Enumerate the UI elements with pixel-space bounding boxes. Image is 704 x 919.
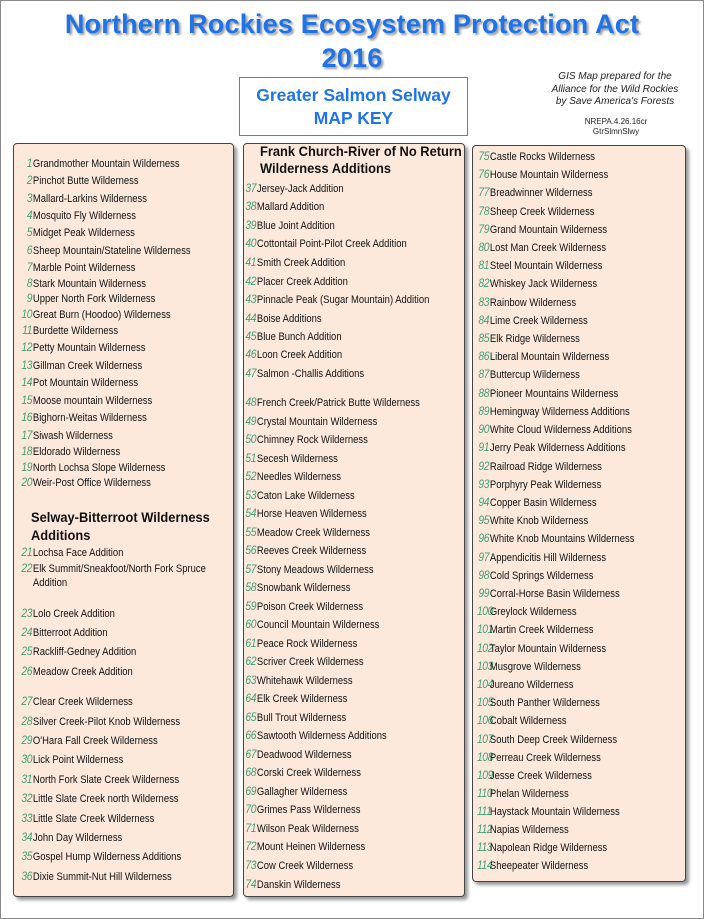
file-code: [566, 117, 666, 137]
legend-item-continued: Addition: [32, 577, 68, 589]
legend-item: 83Rainbow Wilderness: [478, 295, 577, 309]
legend-item: 108Perreau Creek Wilderness: [477, 750, 601, 764]
legend-item: 87Buttercup Wilderness: [478, 367, 580, 381]
legend-item: 46Loon Creek Addition: [245, 347, 343, 361]
legend-item: 102Taylor Mountain Wilderness: [477, 641, 607, 655]
legend-item: 111Haystack Mountain Wilderness: [477, 804, 620, 818]
page-title-year: 2016: [321, 43, 383, 73]
map-key-box: [239, 77, 468, 136]
legend-item: 113Napolean Ridge Wilderness: [477, 840, 608, 854]
legend-item: 47Salmon -Challis Additions: [245, 366, 365, 380]
legend-item: 107South Deep Creek Wilderness: [477, 732, 618, 746]
legend-item: 77Breadwinner Wilderness: [478, 185, 593, 199]
legend-item: 12Petty Mountain Wilderness: [21, 340, 146, 354]
legend-item: 114Sheepeater Wilderness: [477, 858, 589, 872]
legend-item: 13Gillman Creek Wilderness: [21, 358, 143, 372]
legend-item: 81Steel Mountain Wilderness: [478, 258, 603, 272]
legend-item: 5Midget Peak Wilderness: [26, 225, 135, 239]
map-key-label: MAP KEY: [313, 108, 394, 128]
legend-item: 34John Day Wilderness: [21, 830, 123, 844]
legend-item: 9Upper North Fork Wilderness: [26, 291, 156, 305]
legend-item: 64Elk Creek Wilderness: [245, 691, 348, 705]
legend-item: 72Mount Heinen Wilderness: [245, 839, 366, 853]
legend-item: 2Pinchot Butte Wilderness: [26, 173, 139, 187]
legend-item: 52Needles Wilderness: [245, 469, 342, 483]
section-heading: Wilderness Additions: [260, 160, 392, 176]
legend-item: 14Pot Mountain Wilderness: [21, 375, 139, 389]
legend-item: 98Cold Springs Wilderness: [478, 568, 594, 582]
legend-item: 41Smith Creek Addition: [245, 255, 346, 269]
legend-item: 112Napias Wilderness: [477, 822, 569, 836]
legend-item: 42Placer Creek Addition: [245, 274, 348, 288]
legend-item: 91Jerry Peak Wilderness Additions: [478, 440, 626, 454]
legend-item: 39Blue Joint Addition: [245, 218, 335, 232]
file-code-line: GtrSlmnSlwy: [592, 127, 640, 136]
legend-item: 31North Fork Slate Creek Wilderness: [21, 772, 180, 786]
gis-credit-line: Alliance for the Wild Rockies: [551, 83, 679, 95]
legend-item: 17Siwash Wilderness: [21, 428, 113, 442]
legend-item: 95White Knob Wilderness: [478, 513, 589, 527]
legend-item: 60Council Mountain Wilderness: [245, 617, 380, 631]
legend-item: 84Lime Creek Wilderness: [478, 313, 588, 327]
legend-item: 93Porphyry Peak Wilderness: [478, 477, 602, 491]
legend-item: 53Caton Lake Wilderness: [245, 488, 355, 502]
legend-item: 71Wilson Peak Wilderness: [245, 821, 359, 835]
legend-item: 4Mosquito Fly Wilderness: [26, 208, 136, 222]
legend-item: 80Lost Man Creek Wilderness: [478, 240, 607, 254]
legend-column-1: [13, 143, 234, 897]
legend-item: 33Little Slate Creek Wilderness: [21, 811, 155, 825]
legend-item: 8Stark Mountain Wilderness: [26, 276, 146, 290]
legend-item: 73Cow Creek Wilderness: [245, 858, 354, 872]
legend-item: 56Reeves Creek Wilderness: [245, 543, 367, 557]
legend-item: 25Rackliff-Gedney Addition: [21, 644, 137, 658]
legend-item: 40Cottontail Point-Pilot Creek Addition: [245, 236, 407, 250]
legend-item: 11Burdette Wilderness: [22, 323, 119, 337]
legend-item: 100Greylock Wilderness: [477, 604, 577, 618]
legend-item: 106Cobalt Wilderness: [477, 713, 567, 727]
legend-item: 36Dixie Summit-Nut Hill Wilderness: [21, 869, 172, 883]
legend-item: 75Castle Rocks Wilderness: [478, 149, 596, 163]
gis-credit-line: by Save America's Forests: [555, 96, 675, 107]
legend-item: 65Bull Trout Wilderness: [245, 710, 347, 724]
section-heading: Frank Church-River of No Return: [260, 143, 462, 159]
legend-item: 88Pioneer Mountains Wilderness: [478, 386, 619, 400]
legend-item: 70Grimes Pass Wilderness: [245, 802, 361, 816]
legend-item: 97Appendicitis Hill Wilderness: [478, 550, 607, 564]
legend-item: 10Great Burn (Hoodoo) Wilderness: [21, 307, 171, 321]
legend-item: 48French Creek/Patrick Butte Wilderness: [245, 395, 420, 409]
legend-item: 89Hemingway Wilderness Additions: [478, 404, 630, 418]
legend-item: 58Snowbank Wilderness: [245, 580, 351, 594]
legend-item: 109Jesse Creek Wilderness: [477, 768, 592, 782]
legend-item: 67Deadwood Wilderness: [245, 747, 352, 761]
legend-item: 16Bighorn-Weitas Wilderness: [21, 410, 147, 424]
legend-item: 99Corral-Horse Basin Wilderness: [478, 586, 620, 600]
section-heading: Additions: [31, 527, 91, 543]
legend-item: 18Eldorado Wilderness: [21, 444, 121, 458]
legend-item: 28Silver Creek-Pilot Knob Wilderness: [21, 714, 181, 728]
legend-item: 20Weir-Post Office Wilderness: [21, 475, 151, 489]
legend-item: 27Clear Creek Wilderness: [21, 694, 133, 708]
legend-item: 79Grand Mountain Wilderness: [478, 222, 608, 236]
legend-item: 103Musgrove Wilderness: [477, 659, 581, 673]
legend-item: 62Scriver Creek Wilderness: [245, 654, 364, 668]
legend-item: 3Mallard-Larkins Wilderness: [26, 191, 147, 205]
legend-item: 6Sheep Mountain/Stateline Wilderness: [26, 243, 191, 257]
legend-item: 38Mallard Addition: [245, 199, 325, 213]
legend-column-3: [472, 145, 686, 882]
legend-item: 7Marble Point Wilderness: [26, 260, 136, 274]
legend-item: 30Lick Point Wilderness: [21, 752, 124, 766]
legend-item: 50Chimney Rock Wilderness: [245, 432, 368, 446]
file-code-line: NREPA.4.26.16cr: [584, 117, 648, 126]
legend-item: 22Elk Summit/Sneakfoot/North Fork Spruce: [21, 561, 206, 575]
legend-item: 85Elk Ridge Wilderness: [478, 331, 580, 345]
legend-item: 44Boise Additions: [245, 311, 322, 325]
legend-item: 69Gallagher Wilderness: [245, 784, 348, 798]
legend-item: 23Lolo Creek Addition: [21, 606, 115, 620]
legend-item: 51Secesh Wilderness: [245, 451, 338, 465]
legend-item: 63Whitehawk Wilderness: [245, 673, 353, 687]
legend-column-2: [243, 143, 465, 897]
legend-item: 29O'Hara Fall Creek Wilderness: [21, 733, 158, 747]
legend-item: 54Horse Heaven Wilderness: [245, 506, 367, 520]
legend-item: 57Stony Meadows Wilderness: [245, 562, 374, 576]
legend-item: 86Liberal Mountain Wilderness: [478, 349, 610, 363]
legend-item: 94Copper Basin Wilderness: [478, 495, 597, 509]
legend-item: 78Sheep Creek Wilderness: [478, 204, 595, 218]
legend-item: 45Blue Bunch Addition: [245, 329, 342, 343]
legend-item: 32Little Slate Creek north Wilderness: [21, 791, 179, 805]
legend-item: 21Lochsa Face Addition: [21, 545, 124, 559]
legend-item: 19North Lochsa Slope Wilderness: [21, 460, 166, 474]
legend-item: 105South Panther Wilderness: [477, 695, 600, 709]
legend-item: 55Meadow Creek Wilderness: [245, 525, 370, 539]
legend-item: 59Poison Creek Wilderness: [245, 599, 364, 613]
legend-item: 66Sawtooth Wilderness Additions: [245, 728, 387, 742]
legend-item: 37Jersey-Jack Addition: [245, 181, 344, 195]
legend-item: 68Corski Creek Wilderness: [245, 765, 361, 779]
map-key-region: Greater Salmon Selway: [256, 85, 451, 105]
legend-item: 61Peace Rock Wilderness: [245, 636, 358, 650]
legend-item: 96White Knob Mountains Wilderness: [478, 531, 635, 545]
legend-item: 82Whiskey Jack Wilderness: [478, 276, 598, 290]
legend-item: 76House Mountain Wilderness: [478, 167, 609, 181]
legend-item: 1Grandmother Mountain Wilderness: [26, 156, 180, 170]
legend-item: 104Jureano Wilderness: [477, 677, 574, 691]
gis-credit-line: GIS Map prepared for the: [558, 71, 672, 82]
legend-item: 92Railroad Ridge Wilderness: [478, 459, 602, 473]
legend-item: 43Pinnacle Peak (Sugar Mountain) Addition: [245, 292, 430, 306]
legend-item: 110Phelan Wilderness: [477, 786, 569, 800]
page-title: Northern Rockies Ecosystem Protection Act: [64, 9, 640, 39]
legend-item: 90White Cloud Wilderness Additions: [478, 422, 632, 436]
legend-item: 101Martin Creek Wilderness: [477, 622, 594, 636]
legend-item: 49Crystal Mountain Wilderness: [245, 414, 378, 428]
legend-item: 35Gospel Hump Wilderness Additions: [21, 849, 182, 863]
section-heading: Selway-Bitterroot Wilderness: [31, 509, 210, 525]
gis-credit: [537, 71, 693, 109]
legend-item: 26Meadow Creek Addition: [21, 664, 133, 678]
legend-item: 15Moose mountain Wilderness: [21, 393, 153, 407]
legend-item: 74Danskin Wilderness: [245, 877, 341, 891]
legend-item: 24Bitterroot Addition: [21, 625, 108, 639]
